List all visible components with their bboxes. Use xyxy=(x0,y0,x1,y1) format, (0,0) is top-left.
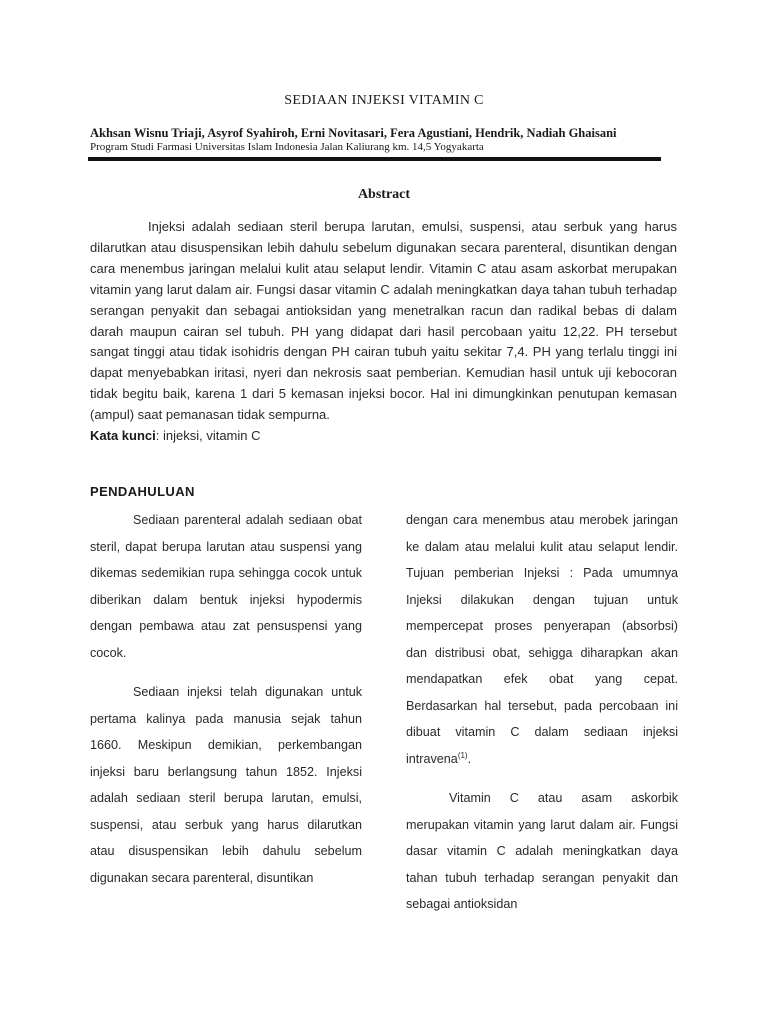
body-text: dengan cara menembus atau merobek jaringan ke dalam atau melalui kulit atau selaput lendir. Tujuan pemberian Injeksi : Pada umumnya Injeksi dilakukan dengan tujuan untuk mempercepat proses penyerapan (absorbsi) dan distribusi obat, sehigga diharapkan akan mendapatkan efek obat yang cepat. Berdasarkan hal tersebut, pada percobaan ini dibuat vitamin C dalam sediaan injeksi intravena xyxy=(406,513,678,766)
column-left xyxy=(90,507,362,904)
body-paragraph xyxy=(406,785,678,918)
keywords-label: Kata kunci xyxy=(90,428,156,443)
body-paragraph xyxy=(90,507,362,666)
body-paragraph xyxy=(406,507,678,772)
body-text: Sediaan parenteral adalah sediaan obat steril, dapat berupa larutan atau suspensi yang dikemas sedemikian rupa sehingga cocok untuk diberikan dalam bentuk injeksi hypodermis dengan pembawa atau zat pensuspensi yang cocok. xyxy=(90,513,362,660)
abstract-heading: Abstract xyxy=(357,187,411,202)
author-list: Akhsan Wisnu Triaji, Asyrof Syahiroh, Erni Novitasari, Fera Agustiani, Hendrik, Nadiah Ghaisani xyxy=(90,126,617,140)
body-text: Sediaan injeksi telah digunakan untuk pertama kalinya pada manusia sejak tahun 1660. Meskipun demikian, perkembangan injeksi baru berlangsung tahun 1852. Injeksi adalah sediaan steril berupa larutan, emulsi, suspensi, atau serbuk yang harus dilarutkan atau disuspensikan lebih dahulu sebelum digunakan secara parenteral, disuntikan xyxy=(90,685,362,885)
keywords xyxy=(90,426,677,446)
body-paragraph xyxy=(90,679,362,891)
citation-ref: (1) xyxy=(457,750,468,760)
column-right xyxy=(406,507,678,931)
body-text: Vitamin C atau asam askorbik merupakan vitamin yang larut dalam air. Fungsi dasar vitamin C adalah meningkatkan daya tahan tubuh terhadap serangan penyakit dan sebagai antioksidan xyxy=(406,791,678,911)
body-text-end: . xyxy=(467,751,472,766)
abstract-text: Injeksi adalah sediaan steril berupa larutan, emulsi, suspensi, atau serbuk yang harus dilarutkan atau disuspensikan lebih dahulu sebelum digunakan secara parenteral, disuntikan dengan cara menembus jaringan melalui kulit atau selaput lendir. Vitamin C atau asam askorbat merupakan vitamin yang larut dalam air. Fungsi dasar vitamin C adalah meningkatkan daya tahan tubuh terhadap serangan penyakit dan sebagai antioksidan yang menetralkan racun dan radikal bebas di dalam darah maupun cairan sel tubuh. PH yang didapat dari hasil percobaan yaitu 12,22. PH tersebut sangat tinggi atau tidak isohidris dengan PH cairan tubuh yaitu sekitar 7,4. PH yang terlalu tinggi ini dapat menyebabkan iritasi, nyeri dan nekrosis saat pemberian. Kemudian hasil untuk uji kebocoran tidak begitu baik, karena 1 dari 5 kemasan injeksi bocor. Hal ini dimungkinkan penutupan kemasan (ampul) saat pemanasan tidak sempurna. xyxy=(90,219,677,423)
keywords-text: : injeksi, vitamin C xyxy=(155,428,261,443)
paper-title: SEDIAAN INJEKSI VITAMIN C xyxy=(284,93,484,108)
header-divider xyxy=(88,157,661,161)
abstract-body xyxy=(90,217,677,426)
section-heading: PENDAHULUAN xyxy=(90,484,195,499)
affiliation: Program Studi Farmasi Universitas Islam Indonesia Jalan Kaliurang km. 14,5 Yogyakarta xyxy=(90,141,484,153)
